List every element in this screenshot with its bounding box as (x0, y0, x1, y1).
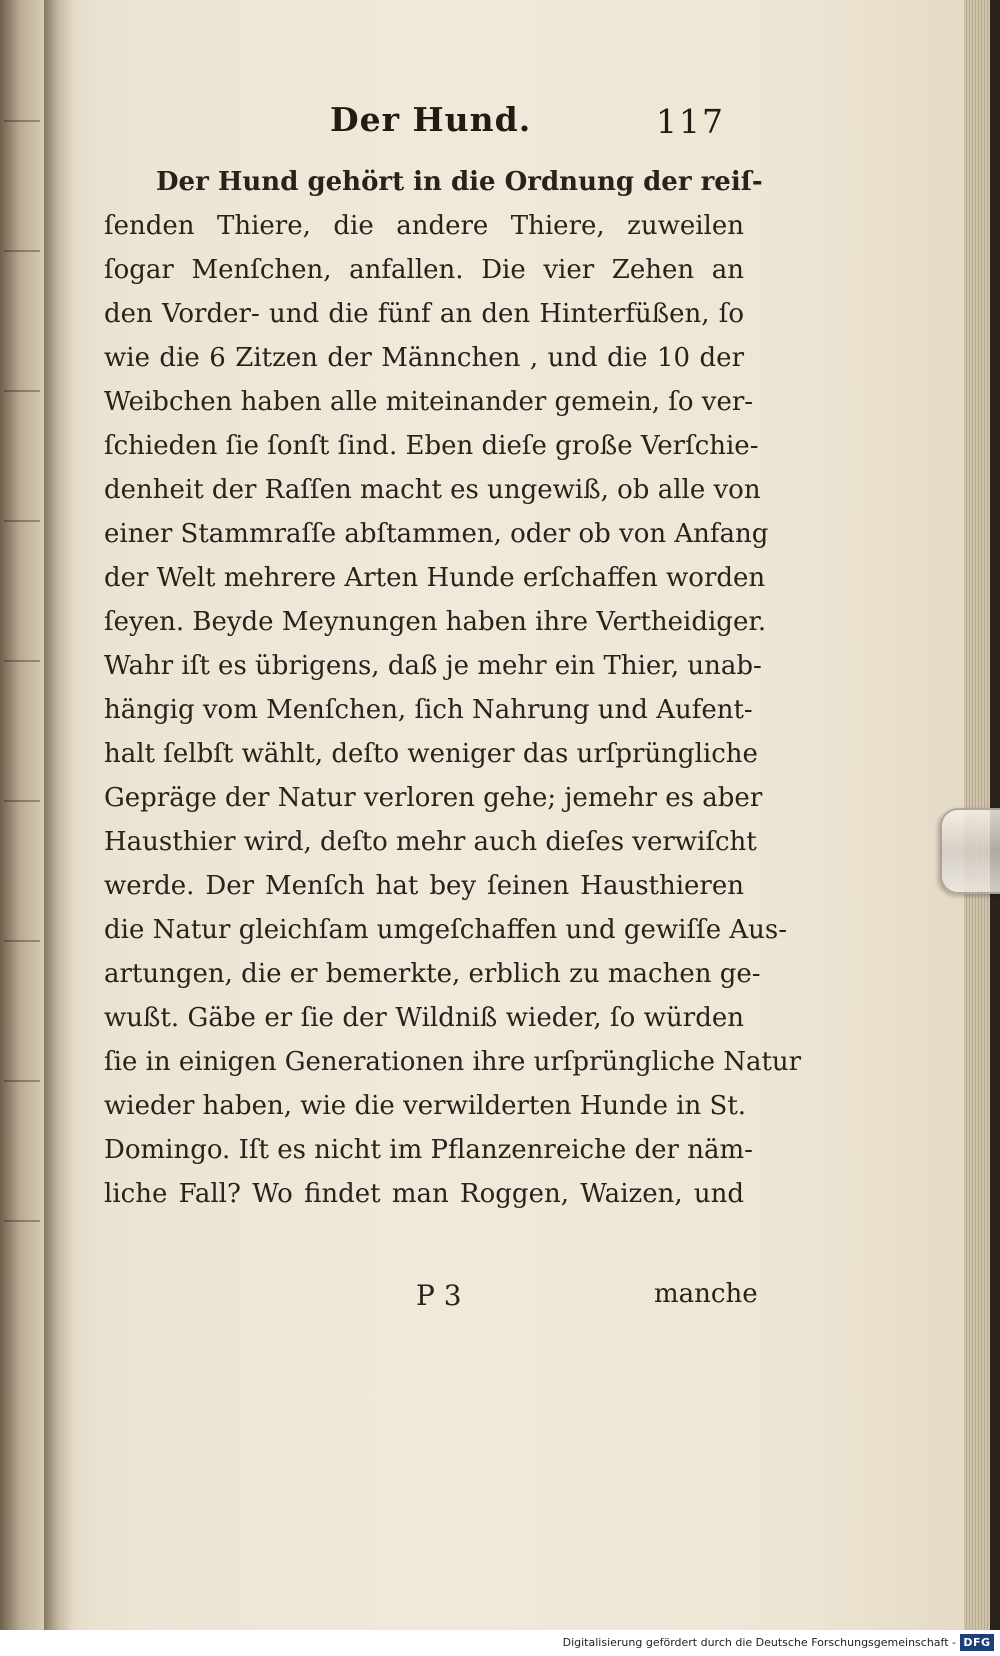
text-line: liche Fall? Wo findet man Roggen, Waizen, und (104, 1179, 744, 1209)
text-line: Domingo. Iſt es nicht im Pflanzenreiche der näm- (104, 1135, 753, 1165)
text-line: ſogar Menſchen, anfallen. Die vier Zehen an (104, 255, 744, 285)
text-line: einer Stammraſſe abſtammen, oder ob von Anfang (104, 519, 769, 549)
credit-bar (0, 1630, 1000, 1656)
text-line: ſenden Thiere, die andere Thiere, zuweilen (104, 211, 744, 241)
text-line: wieder haben, wie die verwilderten Hunde in St. (104, 1091, 747, 1121)
text-line: Der Hund gehört in die Ordnung der reiſ- (156, 167, 763, 197)
page-number: 117 (656, 102, 725, 141)
text-line: artungen, die er bemerkte, erblich zu machen ge- (104, 959, 761, 989)
facing-page-edge (0, 0, 44, 1630)
text-line: halt ſelbſt wählt, deſto weniger das urſprüngliche (104, 739, 758, 769)
text-line: den Vorder- und die fünf an den Hinterfüßen, ſo (104, 299, 744, 329)
text-line: Hausthier wird, deſto mehr auch dieſes verwiſcht (104, 827, 757, 857)
text-line: Gepräge der Natur verloren gehe; jemehr es aber (104, 783, 763, 813)
text-line: ſchieden ſie ſonſt ſind. Eben dieſe große Verſchie- (104, 431, 759, 461)
signature-mark: P 3 (416, 1279, 462, 1312)
text-line: hängig vom Menſchen, ſich Nahrung und Aufent- (104, 695, 753, 725)
catchword: manche (654, 1279, 758, 1309)
text-line: ſeyen. Beyde Meynungen haben ihre Vertheidiger. (104, 607, 767, 637)
text-line: Weibchen haben alle miteinander gemein, ſo ver- (104, 387, 754, 417)
running-head: Der Hund. (330, 100, 532, 139)
dfg-logo-icon: DFG (960, 1634, 994, 1651)
text-line: die Natur gleichſam umgeſchaffen und gewiſſe Aus- (104, 915, 788, 945)
text-line: wie die 6 Zitzen der Männchen , und die 10 der (104, 343, 744, 373)
text-line: werde. Der Menſch hat bey ſeinen Hausthieren (104, 871, 744, 901)
text-line: wußt. Gäbe er ſie der Wildniß wieder, ſo würden (104, 1003, 744, 1033)
text-line: Wahr iſt es übrigens, daß je mehr ein Thier, unab- (104, 651, 762, 681)
text-line: der Welt mehrere Arten Hunde erſchaffen worden (104, 563, 766, 593)
text-line: ſie in einigen Generationen ihre urſprüngliche Natur (104, 1047, 802, 1077)
funding-credit: Digitalisierung gefördert durch die Deutsche Forschungsgemeinschaft - (562, 1636, 956, 1649)
text-line: denheit der Raſſen macht es ungewiß, ob alle von (104, 475, 761, 505)
gutter-shadow (44, 0, 74, 1630)
page-clip (940, 808, 1000, 894)
